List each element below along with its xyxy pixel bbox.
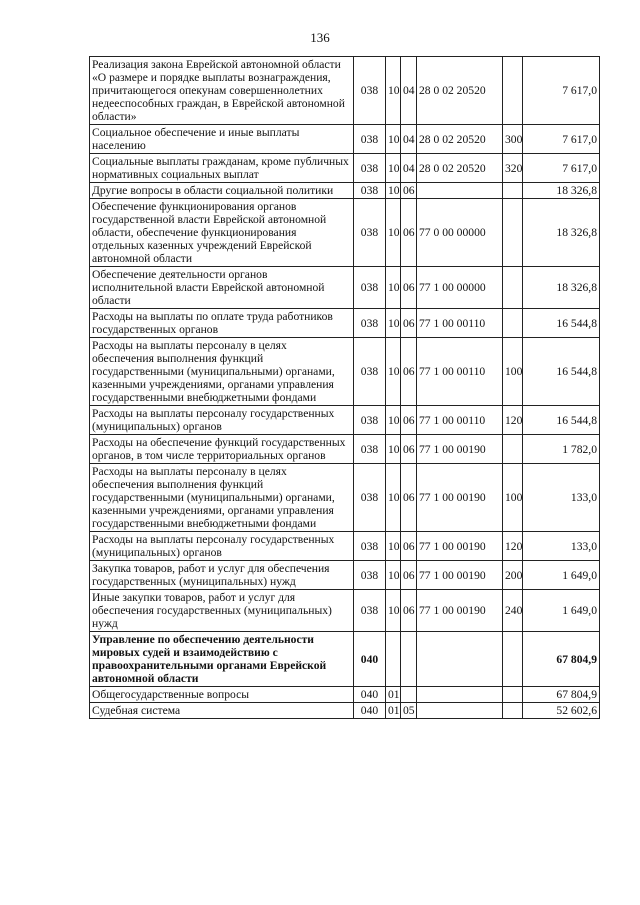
subsection-code: 06: [401, 199, 417, 267]
target-item-code: [417, 687, 503, 703]
amount: 7 617,0: [523, 125, 600, 154]
admin-code: 038: [354, 532, 386, 561]
admin-code: 040: [354, 632, 386, 687]
amount: 133,0: [523, 532, 600, 561]
table-row: [90, 590, 600, 632]
subsection-code: 04: [401, 125, 417, 154]
row-name: Социальное обеспечение и иные выплаты населению: [90, 125, 354, 154]
subsection-code: 06: [401, 561, 417, 590]
row-name: Расходы на выплаты персоналу государственных (муниципальных) органов: [90, 532, 354, 561]
table-row: [90, 57, 600, 125]
amount: 16 544,8: [523, 309, 600, 338]
table-row: [90, 435, 600, 464]
amount: 52 602,6: [523, 703, 600, 719]
row-name: Обеспечение деятельности органов исполнительной власти Еврейской автономной области: [90, 267, 354, 309]
budget-table: [89, 56, 600, 719]
subsection-code: 05: [401, 703, 417, 719]
section-code: 10: [386, 154, 401, 183]
target-item-code: 77 1 00 00190: [417, 464, 503, 532]
target-item-code: 77 1 00 00000: [417, 267, 503, 309]
table-row: [90, 561, 600, 590]
row-name: Судебная система: [90, 703, 354, 719]
expense-type-code: 100: [503, 464, 523, 532]
expense-type-code: [503, 435, 523, 464]
admin-code: 038: [354, 309, 386, 338]
section-code: 10: [386, 125, 401, 154]
amount: 67 804,9: [523, 687, 600, 703]
amount: 16 544,8: [523, 406, 600, 435]
row-name: Другие вопросы в области социальной политики: [90, 183, 354, 199]
amount: 133,0: [523, 464, 600, 532]
amount: 1 649,0: [523, 590, 600, 632]
admin-code: 040: [354, 703, 386, 719]
section-code: 10: [386, 199, 401, 267]
amount: 18 326,8: [523, 267, 600, 309]
row-name: Реализация закона Еврейской автономной области «О размере и порядке выплаты вознаграждения, причитающегося опекунам совершеннолетних недееспособных граждан, в Еврейской автономной области»: [90, 57, 354, 125]
subsection-code: [401, 687, 417, 703]
admin-code: 038: [354, 338, 386, 406]
row-name: Социальные выплаты гражданам, кроме публичных нормативных социальных выплат: [90, 154, 354, 183]
amount: 16 544,8: [523, 338, 600, 406]
expense-type-code: [503, 199, 523, 267]
table-row: [90, 464, 600, 532]
target-item-code: 77 1 00 00190: [417, 435, 503, 464]
admin-code: 038: [354, 183, 386, 199]
subsection-code: 06: [401, 338, 417, 406]
admin-code: 038: [354, 267, 386, 309]
target-item-code: 77 1 00 00190: [417, 590, 503, 632]
subsection-code: 06: [401, 309, 417, 338]
expense-type-code: [503, 267, 523, 309]
target-item-code: 28 0 02 20520: [417, 57, 503, 125]
section-code: 10: [386, 406, 401, 435]
section-code: 10: [386, 532, 401, 561]
row-name: Расходы на выплаты персоналу государственных (муниципальных) органов: [90, 406, 354, 435]
table-row: [90, 632, 600, 687]
target-item-code: 77 1 00 00190: [417, 532, 503, 561]
subsection-code: 04: [401, 154, 417, 183]
amount: 1 649,0: [523, 561, 600, 590]
admin-code: 038: [354, 406, 386, 435]
section-code: 10: [386, 183, 401, 199]
target-item-code: 77 1 00 00110: [417, 309, 503, 338]
section-code: 10: [386, 590, 401, 632]
subsection-code: [401, 632, 417, 687]
row-name: Управление по обеспечению деятельности мировых судей и взаимодействию с правоохранительными органами Еврейской автономной области: [90, 632, 354, 687]
section-code: 10: [386, 435, 401, 464]
admin-code: 038: [354, 590, 386, 632]
target-item-code: 77 1 00 00190: [417, 561, 503, 590]
section-code: 10: [386, 338, 401, 406]
expense-type-code: 240: [503, 590, 523, 632]
table-row: [90, 125, 600, 154]
row-name: Общегосударственные вопросы: [90, 687, 354, 703]
subsection-code: 04: [401, 57, 417, 125]
subsection-code: 06: [401, 183, 417, 199]
table-row: [90, 338, 600, 406]
expense-type-code: [503, 687, 523, 703]
expense-type-code: [503, 57, 523, 125]
expense-type-code: [503, 183, 523, 199]
section-code: 10: [386, 57, 401, 125]
admin-code: 038: [354, 125, 386, 154]
expense-type-code: [503, 632, 523, 687]
amount: 18 326,8: [523, 183, 600, 199]
target-item-code: 28 0 02 20520: [417, 154, 503, 183]
page-number: 136: [310, 30, 330, 45]
section-code: [386, 632, 401, 687]
section-code: 10: [386, 464, 401, 532]
row-name: Расходы на обеспечение функций государственных органов, в том числе территориальных органов: [90, 435, 354, 464]
subsection-code: 06: [401, 435, 417, 464]
expense-type-code: 200: [503, 561, 523, 590]
section-code: 10: [386, 309, 401, 338]
admin-code: 038: [354, 435, 386, 464]
expense-type-code: [503, 309, 523, 338]
row-name: Расходы на выплаты персоналу в целях обеспечения выполнения функций государственными (муниципальными) органами, казенными учреждениями, органами управления государственными внебюджетными фондами: [90, 464, 354, 532]
amount: 1 782,0: [523, 435, 600, 464]
target-item-code: [417, 183, 503, 199]
table-row: [90, 267, 600, 309]
target-item-code: [417, 703, 503, 719]
row-name: Расходы на выплаты персоналу в целях обеспечения выполнения функций государственными (муниципальными) органами, казенными учреждениями, органами управления государственными внебюджетными фондами: [90, 338, 354, 406]
table-row: [90, 183, 600, 199]
table-row: [90, 309, 600, 338]
table-row: [90, 199, 600, 267]
section-code: 01: [386, 687, 401, 703]
row-name: Закупка товаров, работ и услуг для обеспечения государственных (муниципальных) нужд: [90, 561, 354, 590]
expense-type-code: 320: [503, 154, 523, 183]
subsection-code: 06: [401, 406, 417, 435]
expense-type-code: 100: [503, 338, 523, 406]
subsection-code: 06: [401, 267, 417, 309]
section-code: 01: [386, 703, 401, 719]
table-row: [90, 406, 600, 435]
table-row: [90, 703, 600, 719]
row-name: Иные закупки товаров, работ и услуг для обеспечения государственных (муниципальных) нужд: [90, 590, 354, 632]
expense-type-code: 300: [503, 125, 523, 154]
target-item-code: 77 1 00 00110: [417, 338, 503, 406]
table-row: [90, 687, 600, 703]
admin-code: 038: [354, 561, 386, 590]
amount: 18 326,8: [523, 199, 600, 267]
subsection-code: 06: [401, 532, 417, 561]
section-code: 10: [386, 267, 401, 309]
subsection-code: 06: [401, 590, 417, 632]
amount: 67 804,9: [523, 632, 600, 687]
admin-code: 038: [354, 154, 386, 183]
budget-table-body: [90, 57, 600, 719]
subsection-code: 06: [401, 464, 417, 532]
admin-code: 038: [354, 464, 386, 532]
expense-type-code: [503, 703, 523, 719]
target-item-code: 77 1 00 00110: [417, 406, 503, 435]
admin-code: 040: [354, 687, 386, 703]
amount: 7 617,0: [523, 57, 600, 125]
table-row: [90, 154, 600, 183]
row-name: Расходы на выплаты по оплате труда работников государственных органов: [90, 309, 354, 338]
expense-type-code: 120: [503, 406, 523, 435]
row-name: Обеспечение функционирования органов государственной власти Еврейской автономной области, обеспечение функционирования отдельных казенных учреждений Еврейской автономной области: [90, 199, 354, 267]
target-item-code: [417, 632, 503, 687]
amount: 7 617,0: [523, 154, 600, 183]
admin-code: 038: [354, 199, 386, 267]
target-item-code: 28 0 02 20520: [417, 125, 503, 154]
target-item-code: 77 0 00 00000: [417, 199, 503, 267]
section-code: 10: [386, 561, 401, 590]
table-row: [90, 532, 600, 561]
expense-type-code: 120: [503, 532, 523, 561]
admin-code: 038: [354, 57, 386, 125]
